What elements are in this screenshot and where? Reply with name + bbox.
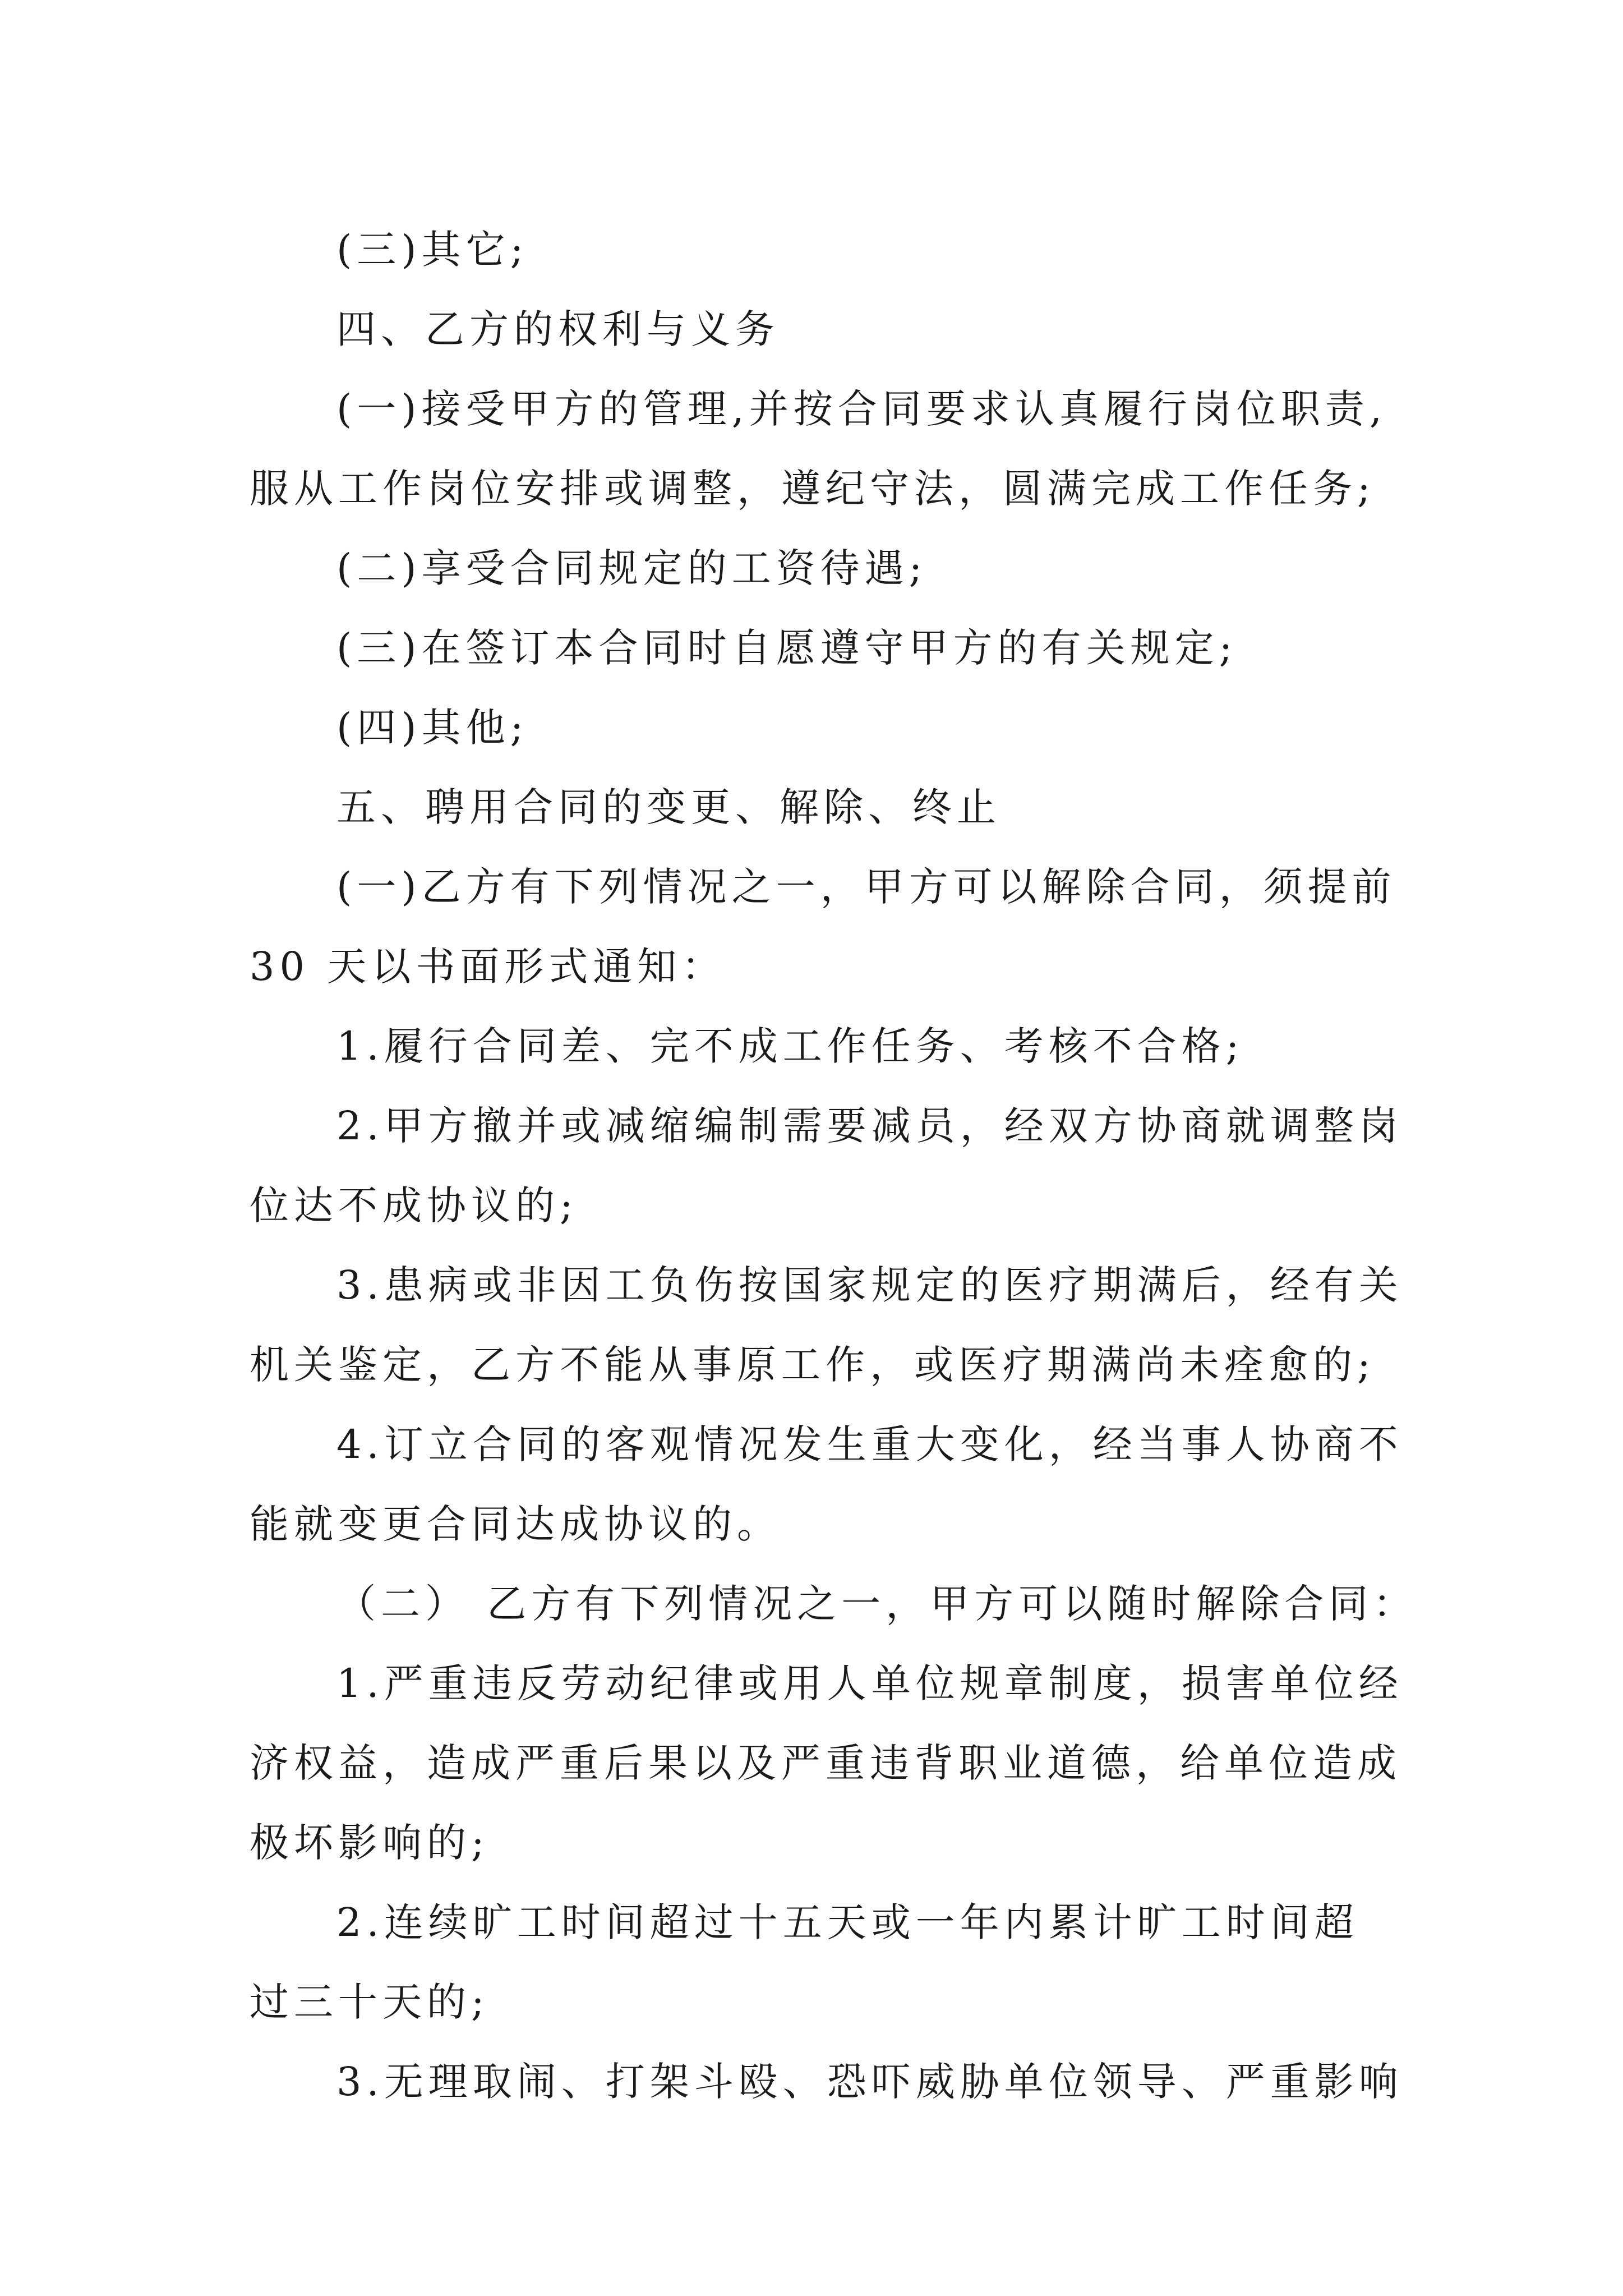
text-line: (四)其他; [336,705,529,751]
text-line: (一)接受甲方的管理,并按合同要求认真履行岗位职责, [336,386,1387,432]
text-line: 济权益，造成严重后果以及严重违背职业道德，给单位造成 [250,1740,1401,1786]
text-line: 极坏影响的; [250,1820,490,1866]
text-line: 3.患病或非因工负伤按国家规定的医疗期满后，经有关 [336,1262,1403,1308]
text-line: 过三十天的; [250,1979,490,2025]
text-line: 位达不成协议的; [250,1182,578,1228]
text-line: 4.订立合同的客观情况发生重大变化，经当事人协商不 [336,1421,1403,1467]
text-line: 1.履行合同差、完不成工作任务、考核不合格; [336,1023,1244,1069]
text-line: (三)在签订本合同时自愿遵守甲方的有关规定; [336,625,1238,671]
document-body [250,210,1418,2122]
text-line: (一)乙方有下列情况之一，甲方可以解除合同，须提前 [336,864,1396,910]
text-line: 能就变更合同达成协议的。 [250,1501,781,1547]
text-line: 四、乙方的权利与义务 [336,306,780,352]
text-line: 3.无理取闹、打架斗殴、恐吓威胁单位领导、严重影响 [336,2059,1403,2105]
text-line: 30 天以书面形式通知： [250,944,726,990]
text-line: 2.甲方撤并或减缩编制需要减员，经双方协商就调整岗 [336,1103,1403,1149]
text-line: 1.严重违反劳动纪律或用人单位规章制度，损害单位经 [336,1660,1403,1706]
text-line: （二） 乙方有下列情况之一，甲方可以随时解除合同： [336,1581,1418,1627]
text-line: 服从工作岗位安排或调整，遵纪守法，圆满完成工作任务; [250,466,1376,512]
text-line: 五、聘用合同的变更、解除、终止 [336,784,1001,830]
text-line: 2.连续旷工时间超过十五天或一年内累计旷工时间超 [336,1899,1359,1945]
text-line: (二)享受合同规定的工资待遇; [336,545,928,591]
text-line: 机关鉴定，乙方不能从事原工作，或医疗期满尚未痊愈的; [250,1342,1376,1388]
text-line: (三)其它; [336,227,529,273]
